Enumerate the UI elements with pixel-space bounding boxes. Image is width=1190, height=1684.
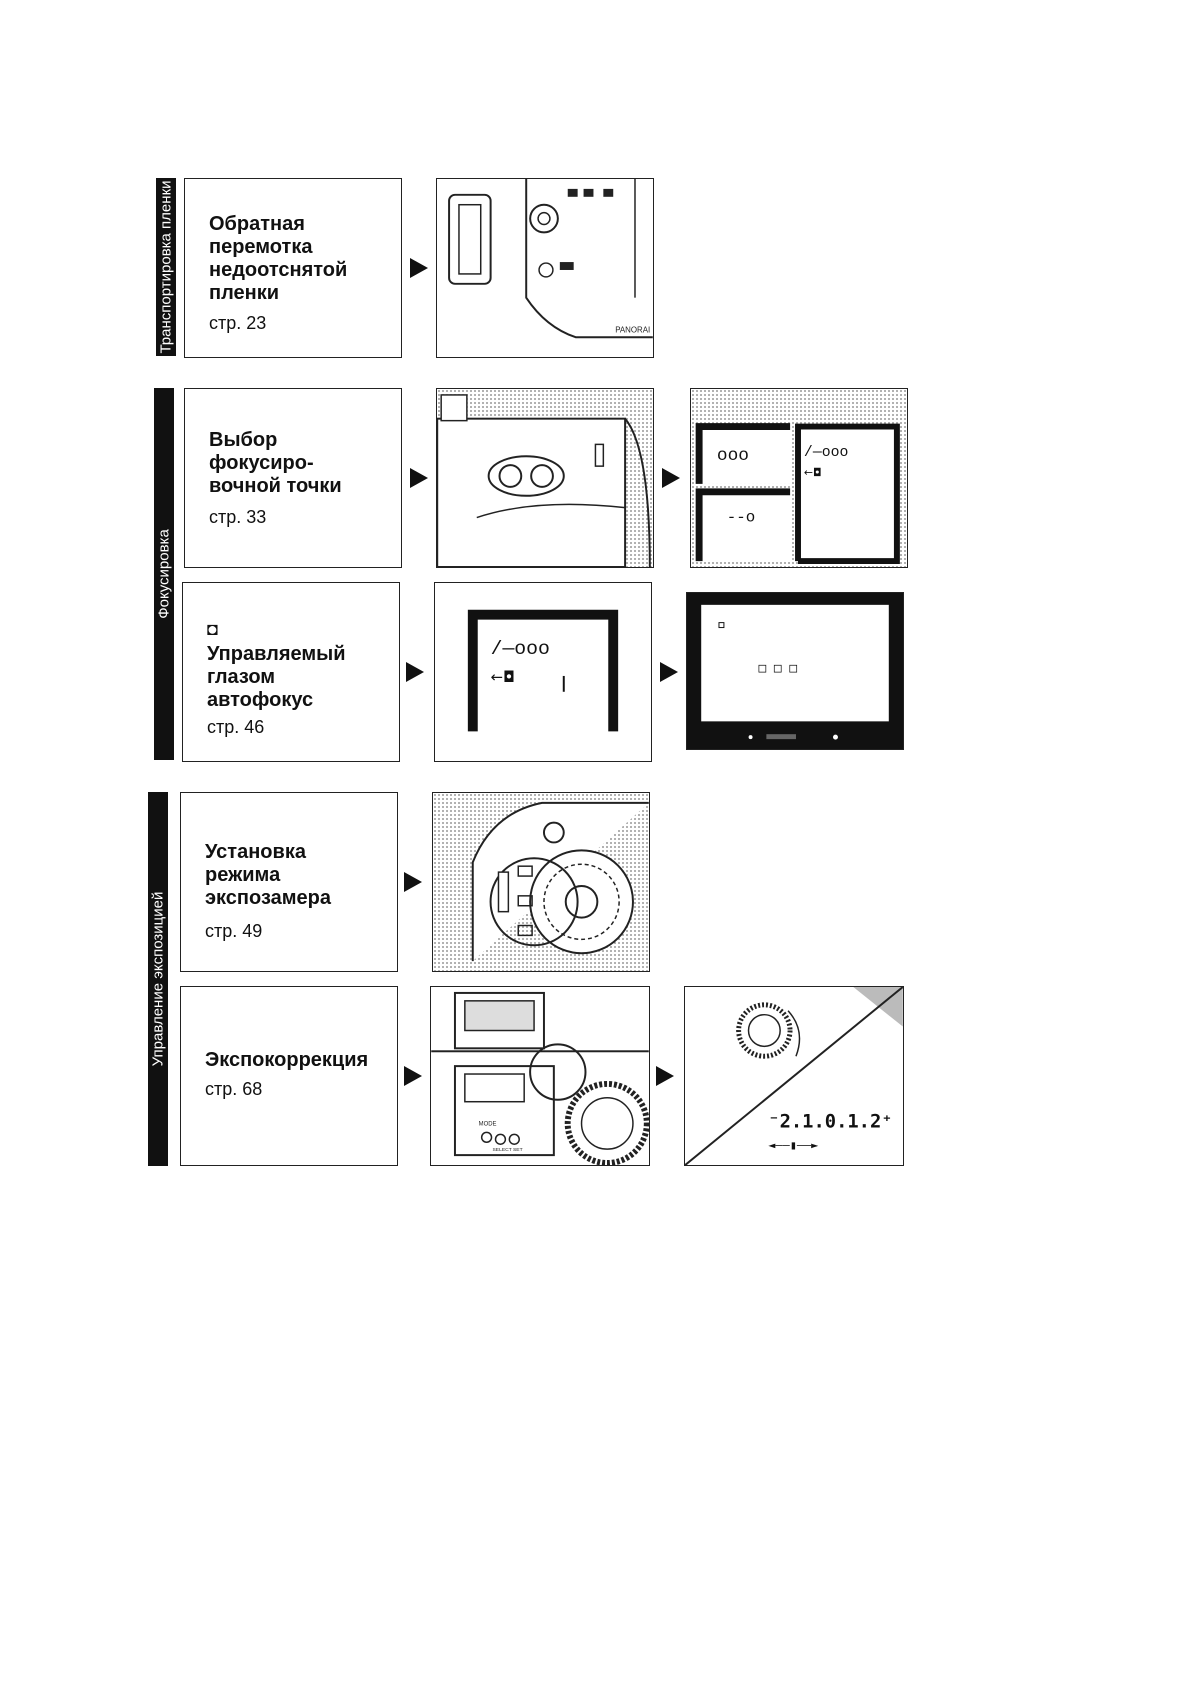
figure-focus-camera [436,388,654,568]
figure-metering-dial [432,792,650,972]
card-focus-point[interactable] [184,388,402,568]
eye-af-icon: ◘ [207,619,218,639]
arrow-icon [410,258,428,278]
card-title: Управляемый глазом автофокус [207,643,346,711]
figure-comp-scale [684,986,904,1166]
figure-focus-lcd [690,388,908,568]
page-ref: стр. 68 [205,1079,263,1099]
section-tab-label: Управление экспозицией [149,891,167,1067]
lcd-digits-big: /—ooo [803,445,849,462]
section-tab-film [156,178,176,356]
figure-rewind-camera [436,178,654,358]
arrow-icon [404,872,422,892]
arrow-icon [410,468,428,488]
arrow-icon [656,1066,674,1086]
panel-label: PANORAI [615,325,651,335]
arrow-icon [404,1066,422,1086]
mode-button-label: MODE [478,1121,497,1128]
card-eye-af[interactable] [182,582,400,762]
section-tab-label: Фокусировка [155,529,173,619]
card-metering-mode[interactable] [180,792,398,972]
viewfinder-points: □ □ □ [758,660,798,676]
viewfinder-digits: /—ooo [490,638,550,661]
page-ref: стр. 23 [209,313,267,333]
section-tab-label: Транспортировка пленки [157,180,175,354]
card-title: Экспокоррекция [205,1049,369,1071]
comp-scale-arrows: ◄——▮——► [768,1138,819,1153]
figure-eye-af-screen [686,592,904,750]
card-rewind[interactable] [184,178,402,358]
comp-scale-value: ⁻2.1.0.1.2⁺ [768,1111,893,1133]
card-title: Выбор фокусиро- вочной точки [209,429,342,497]
eye-af-label: ←◘ [490,668,515,686]
figure-eye-af-viewfinder [434,582,652,762]
eye-af-label: ←◘ [803,466,822,480]
lcd-digits: ooo [716,446,749,467]
select-set-label: SELECT SET [492,1148,523,1154]
lcd-digits-alt: --o [726,508,756,527]
card-exposure-comp[interactable] [180,986,398,1166]
page-ref: стр. 49 [205,921,263,941]
arrow-icon [660,662,678,682]
card-title: Установка режима экспозамера [205,841,332,909]
arrow-icon [406,662,424,682]
card-title: Обратная перемотка недоотснятой пленки [209,213,348,304]
page-ref: стр. 33 [209,507,267,527]
figure-comp-camera [430,986,650,1166]
section-tab-focus [154,388,174,760]
section-tab-exposure [148,792,168,1166]
page-ref: стр. 46 [207,717,265,737]
arrow-icon [662,468,680,488]
